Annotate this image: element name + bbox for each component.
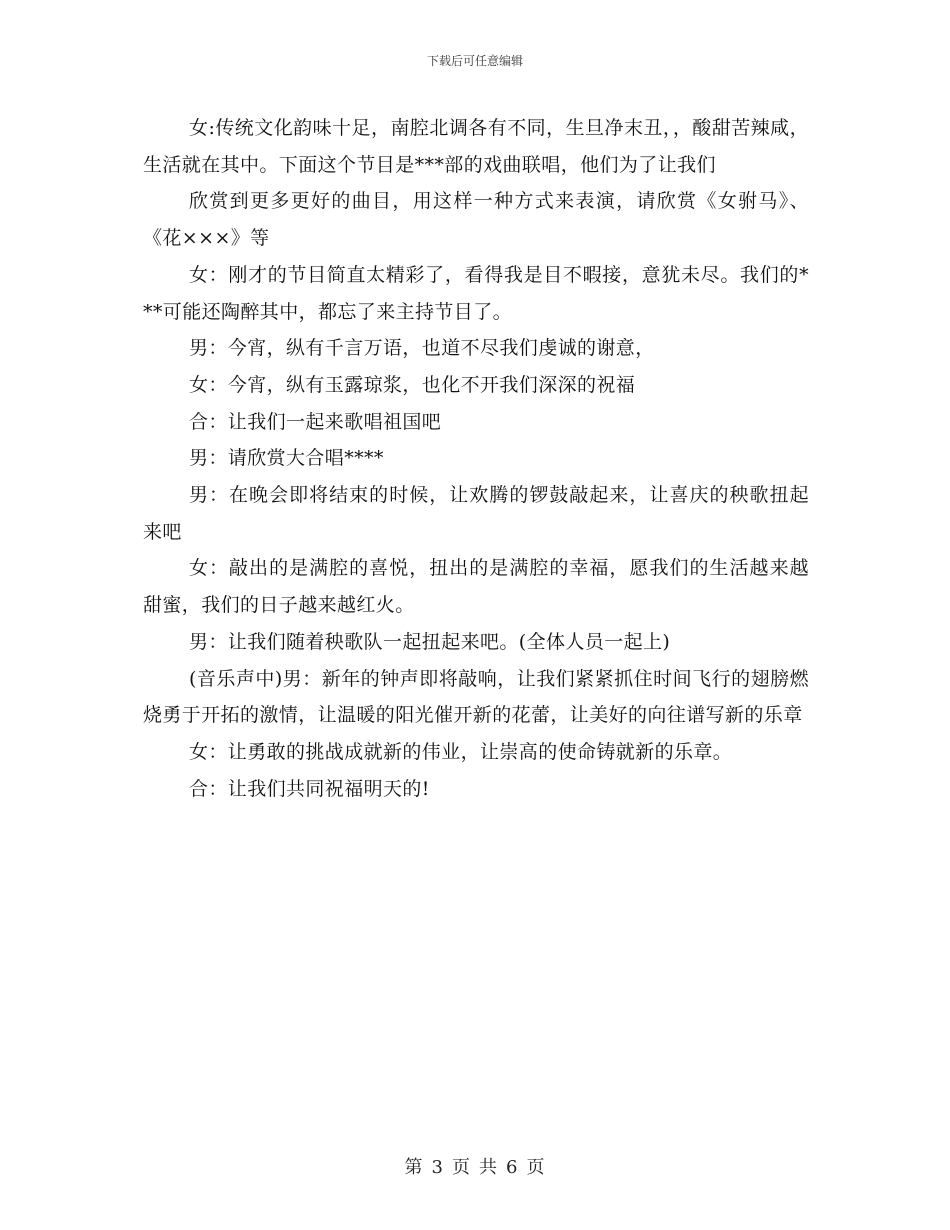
- paragraph: 女：今宵，纵有玉露琼浆，也化不开我们深深的祝福: [189, 373, 636, 396]
- page-label-suffix: 页: [526, 1157, 546, 1178]
- paragraph: 男：让我们随着秧歌队一起扭起来吧。(全体人员一起上): [189, 630, 671, 653]
- paragraph: (音乐声中)男：新年的钟声即将敲响，让我们紧紧抓住时间飞行的翅膀燃烧勇于开拓的激情，让温暖的阳光催开新的花蕾，让美好的向往谱写新的乐章: [143, 667, 809, 727]
- total-pages-number: 6: [506, 1157, 519, 1178]
- page-footer: [0, 1153, 950, 1179]
- paragraph: 男：请欣赏大合唱****: [189, 447, 384, 470]
- page-label: 页: [452, 1157, 471, 1178]
- paragraph: 男：在晚会即将结束的时候，让欢腾的锣鼓敲起来，让喜庆的秧歌扭起来吧: [143, 484, 809, 543]
- paragraph: 女：让勇敢的挑战成就新的伟业，让崇高的使命铸就新的乐章。: [189, 740, 733, 763]
- page-header: 下载后可任意编辑: [426, 54, 523, 68]
- paragraph: 女：刚才的节目简直太精彩了，看得我是目不暇接，意犹未尽。我们的***可能还陶醉其中，都忘了来主持节目了。: [143, 263, 809, 323]
- page-label-prefix: 第: [404, 1157, 424, 1178]
- paragraph: 合：让我们一起来歌唱祖国吧: [189, 410, 442, 433]
- document-body: [143, 110, 809, 807]
- paragraph: 女：敲出的是满腔的喜悦，扭出的是满腔的幸福，愿我们的生活越来越甜蜜，我们的日子越来越红火。: [143, 557, 809, 617]
- total-label: 共: [479, 1157, 498, 1178]
- paragraph: 女:传统文化韵味十足，南腔北调各有不同，生旦净末丑，，酸甜苦辣咸，生活就在其中。下面这个节目是***部的戏曲联唱，他们为了让我们: [143, 117, 809, 176]
- paragraph: 欣赏到更多更好的曲目，用这样一种方式来表演，请欣赏《女驸马》、《花×××》等: [143, 190, 809, 250]
- paragraph: 男：今宵，纵有千言万语，也道不尽我们虔诚的谢意，: [189, 337, 655, 360]
- paragraph: 合：让我们共同祝福明天的!: [189, 777, 430, 800]
- current-page-number: 3: [431, 1157, 444, 1178]
